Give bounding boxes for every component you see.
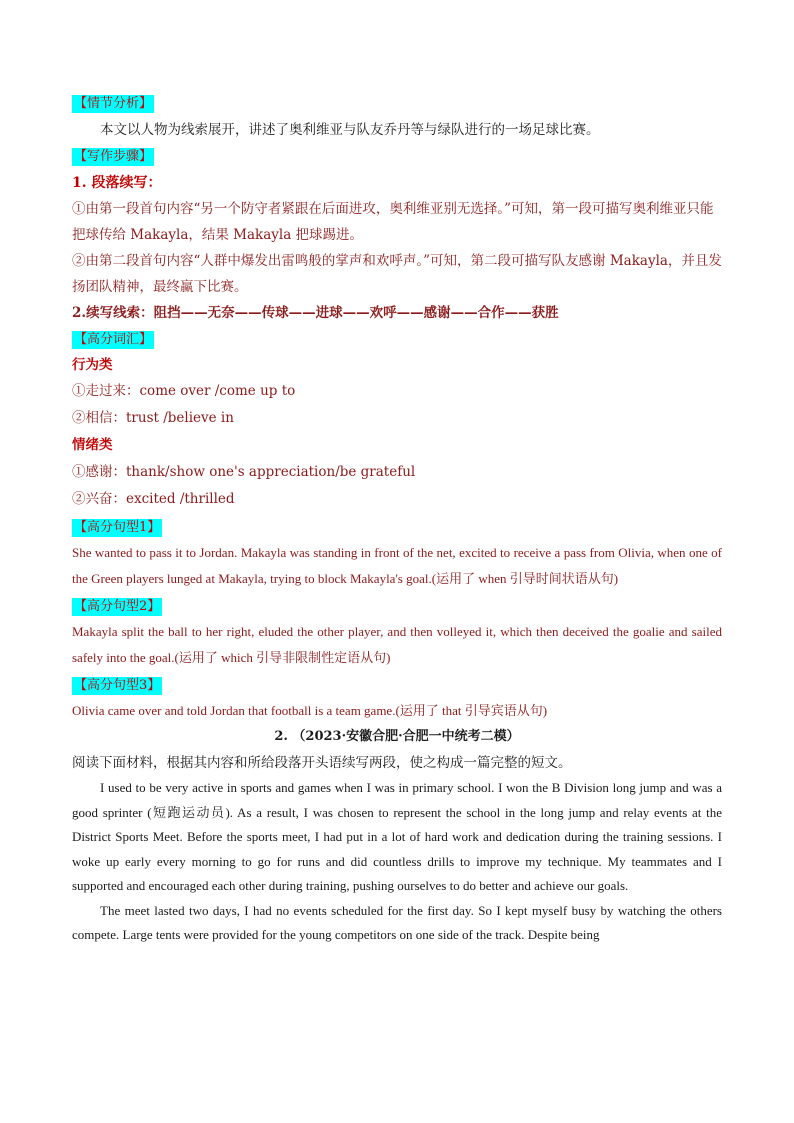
sentence-1-tag: 【高分句型1】 (74, 520, 161, 535)
sentence-2-tag: 【高分句型2】 (74, 599, 161, 614)
passage-paragraph-1: I used to be very active in sports and games when I was in primary school. I won the B Division long jump and was a good sprinter (短跑运动员). As a result, I was chosen to represent the school in the long jump and relay events at the District Sports Meet. Before the sports meet, I had put in a lot of hard work and dedication during the training sessions. I woke up early every morning to go for runs and did countless drills to improve my technique. My teammates and I supported and encouraged each other during training, pushing ourselves to do better and achieve our goals. (72, 780, 722, 893)
plot-analysis-text: 本文以人物为线索展开，讲述了奥利维亚与队友乔丹等与绿队进行的一场足球比赛。 (100, 122, 600, 138)
document-content (72, 92, 722, 948)
question-2-instruction: 阅读下面材料，根据其内容和所给段落开头语续写两段，使之构成一篇完整的短文。 (72, 755, 572, 771)
plot-analysis-tag: 【情节分析】 (74, 96, 153, 111)
sentence-1-text: She wanted to pass it to Jordan. Makayla was standing in front of the net, excited to receive a pass from Olivia, when one of the Green players lunged at Makayla, trying to block Makayla's goal.(运用了 when 引导时间状语从句) (72, 545, 722, 586)
sentence-3-tag-row (72, 674, 722, 695)
vocabulary-item: ②兴奋：excited /thrilled (72, 491, 235, 507)
step1-paragraph-2: ②由第二段首句内容“人群中爆发出雷鸣般的掌声和欢呼声。”可知，第二段可描写队友感谢 Makayla，并且发扬团队精神，最终赢下比赛。 (72, 253, 722, 295)
sentence-1-tag-row (72, 516, 722, 537)
sentence-3-text: Olivia came over and told Jordan that football is a team game.(运用了 that 引导宾语从句) (72, 703, 548, 718)
writing-steps-tag-row (72, 145, 722, 166)
question-2-heading: 2. （2023·安徽合肥·合肥一中统考二模） (274, 729, 520, 744)
plot-analysis-tag-row (72, 92, 722, 113)
vocabulary-item: ②相信：trust /believe in (72, 410, 234, 426)
sentence-2-text: Makayla split the ball to her right, eluded the other player, and then volleyed it, which then deceived the goalie and sailed safely into the goal.(运用了 which 引导非限制性定语从句) (72, 624, 722, 665)
vocabulary-category-emotion: 情绪类 (72, 437, 113, 453)
step2-clues: 2.续写线索：阻挡——无奈——传球——进球——欢呼——感谢——合作——获胜 (72, 305, 559, 321)
step1-heading: 1. 段落续写： (72, 175, 162, 191)
vocabulary-tag-row (72, 328, 722, 349)
writing-steps-tag: 【写作步骤】 (74, 149, 153, 164)
vocabulary-item: ①感谢：thank/show one's appreciation/be grateful (72, 464, 416, 480)
vocabulary-category-action: 行为类 (72, 357, 113, 373)
vocabulary-item: ①走过来：come over /come up to (72, 383, 296, 399)
vocabulary-tag: 【高分词汇】 (74, 332, 153, 347)
sentence-3-tag: 【高分句型3】 (74, 678, 161, 693)
step1-paragraph-1: ①由第一段首句内容“另一个防守者紧跟在后面进攻，奥利维亚别无选择。”可知，第一段可描写奥利维亚只能把球传给 Makayla，结果 Makayla 把球踢进。 (72, 201, 714, 243)
sentence-2-tag-row (72, 595, 722, 616)
passage-paragraph-2: The meet lasted two days, I had no events scheduled for the first day. So I kept myself busy by watching the others compete. Large tents were provided for the young competitors on one side of the track. Despite being (72, 902, 722, 942)
